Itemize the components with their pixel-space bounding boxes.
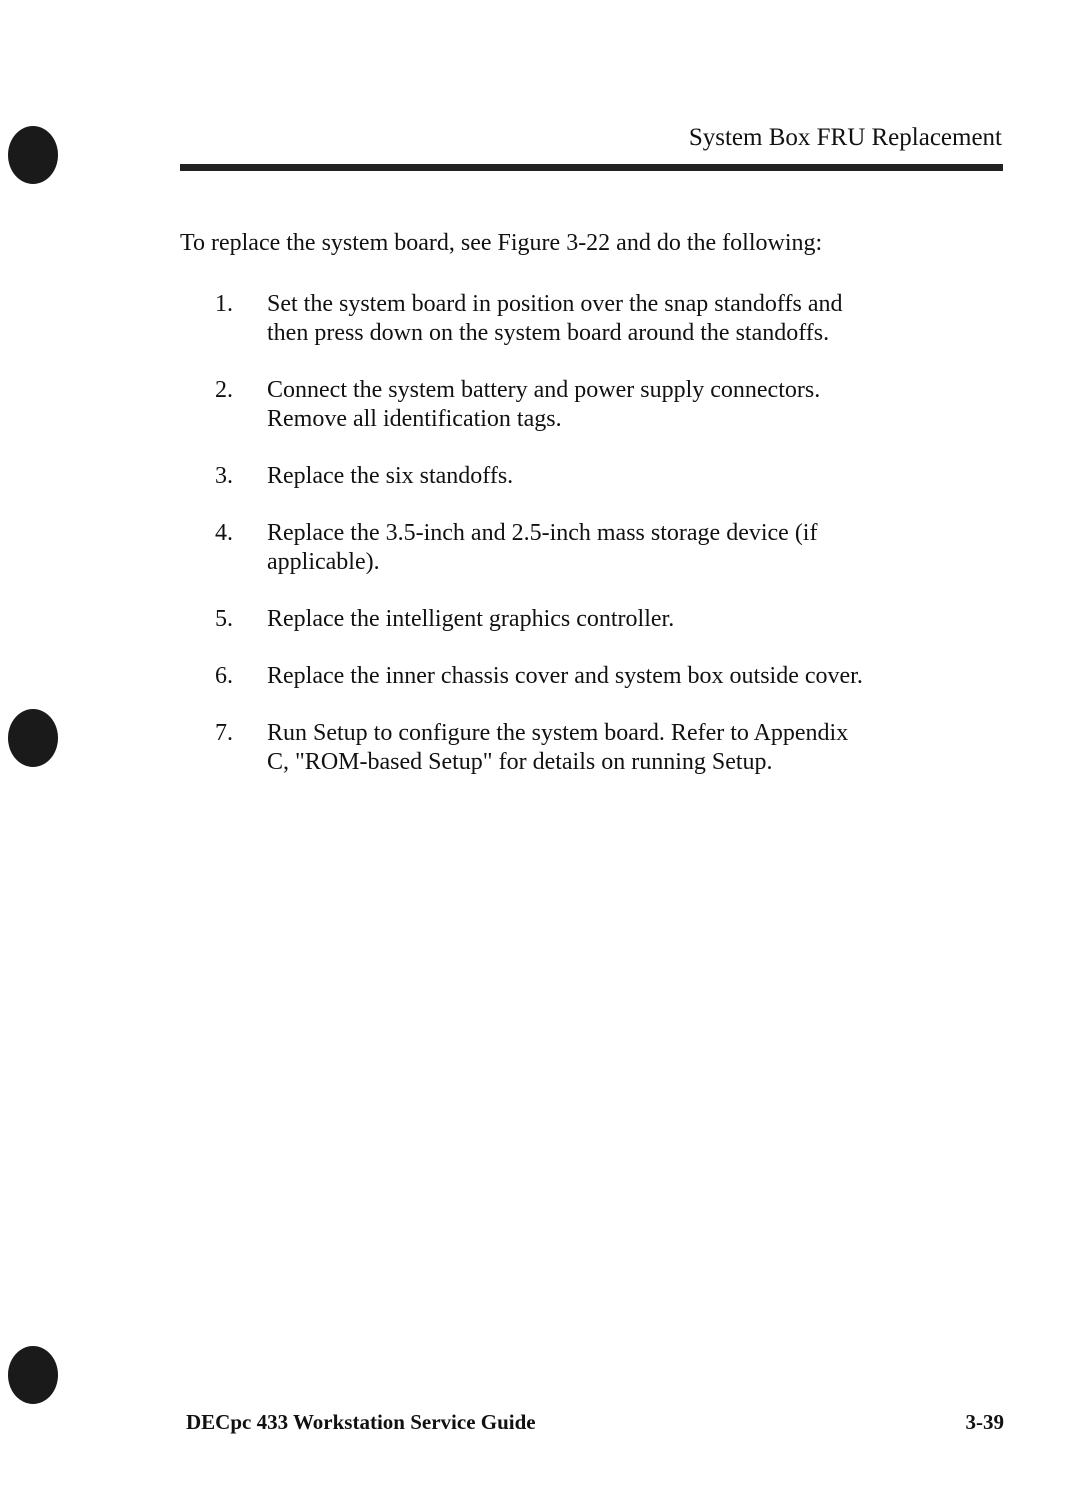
step-number: 6.: [215, 663, 233, 689]
step-number: 3.: [215, 463, 233, 489]
punch-hole: [8, 709, 58, 767]
step-text: Replace the six standoffs.: [267, 463, 514, 489]
step-text: Replace the intelligent graphics controller.: [267, 606, 675, 632]
header-rule: [180, 164, 1003, 171]
step-number: 2.: [215, 377, 233, 403]
step-number: 7.: [215, 720, 233, 746]
step-text: Replace the inner chassis cover and system box outside cover.: [267, 663, 863, 689]
footer-page-number: 3-39: [965, 1410, 1004, 1434]
step-item: [215, 462, 875, 491]
step-item: [215, 519, 875, 577]
step-item: [215, 376, 875, 434]
step-text: Run Setup to configure the system board. Refer to Appendix C, "ROM-based Setup" for details on running Setup.: [267, 720, 849, 775]
step-item: [215, 662, 875, 691]
punch-hole: [8, 126, 58, 184]
step-number: 5.: [215, 606, 233, 632]
footer-book-title: DECpc 433 Workstation Service Guide: [186, 1410, 536, 1434]
step-number: 4.: [215, 520, 233, 546]
step-text: Connect the system battery and power supply connectors. Remove all identification tags.: [267, 377, 821, 432]
step-number: 1.: [215, 291, 233, 317]
intro-paragraph: To replace the system board, see Figure 3-22 and do the following:: [180, 230, 823, 256]
step-text: Set the system board in position over the snap standoffs and then press down on the system board around the standoffs.: [267, 291, 843, 346]
procedure-steps: [215, 290, 875, 805]
step-item: [215, 290, 875, 348]
step-item: [215, 719, 875, 777]
step-item: [215, 605, 875, 634]
running-head: System Box FRU Replacement: [688, 124, 1002, 151]
punch-hole: [8, 1346, 58, 1404]
step-text: Replace the 3.5-inch and 2.5-inch mass storage device (if applicable).: [267, 520, 818, 575]
